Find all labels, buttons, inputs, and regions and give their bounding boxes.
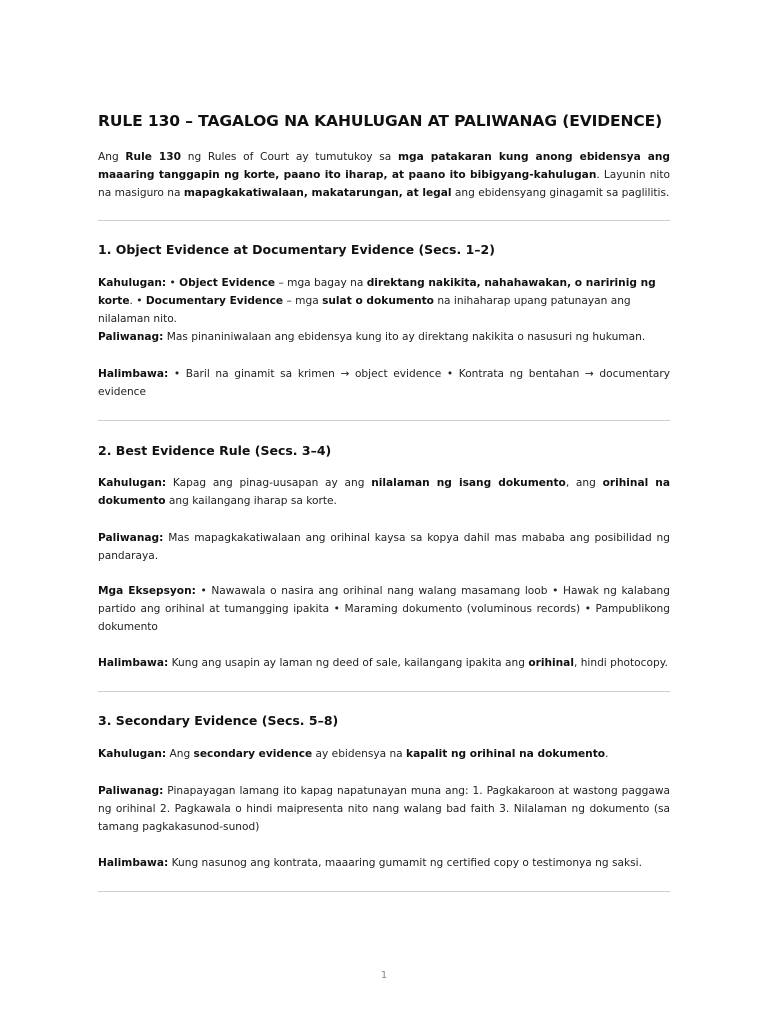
paliwanag-text: Pinapayagan lamang ito kapag napatunayan muna ang: 1. Pagkakaroon at wastong paggawa ng orihinal 2. Pagkawala o hindi maipresenta nito nang walang bad faith 3. Nilalaman ng dokumento (sa tamang pagkakasunod-sunod) xyxy=(98,785,670,833)
kahulugan-bold: Documentary Evidence xyxy=(145,295,284,307)
section-3-kahulugan xyxy=(98,745,670,763)
intro-text: ng Rules of Court ay tumutukoy sa xyxy=(181,151,398,163)
kahulugan-bold: Object Evidence xyxy=(179,277,276,289)
paliwanag-label: Paliwanag: xyxy=(98,331,164,343)
section-1-heading: 1. Object Evidence at Documentary Evidence (Secs. 1–2) xyxy=(98,242,495,257)
intro-text: . Layunin nito na masiguro na xyxy=(98,169,670,199)
halimbawa-label: Halimbawa: xyxy=(98,368,169,380)
kahulugan-bold: direktang nakikita, nahahawakan, o naririnig ng korte xyxy=(98,277,656,307)
section-divider xyxy=(98,691,670,692)
kahulugan-text: Ang xyxy=(166,748,194,760)
kahulugan-bold: orihinal na dokumento xyxy=(98,477,670,507)
section-divider xyxy=(98,220,670,221)
intro-bold: mapagkakatiwalaan, makatarungan, at legal xyxy=(183,187,452,199)
section-2-halimbawa xyxy=(98,654,670,672)
section-3-halimbawa xyxy=(98,854,670,872)
kahulugan-bold: kapalit ng orihinal na dokumento xyxy=(406,748,606,760)
kahulugan-label: Kahulugan: xyxy=(98,477,167,489)
section-1-halimbawa xyxy=(98,365,670,401)
halimbawa-text: • Baril na ginamit sa krimen → object evidence • Kontrata ng bentahan → documentary evidence xyxy=(98,368,670,398)
page-number: 1 xyxy=(380,970,388,981)
intro-bold: Rule 130 xyxy=(125,151,182,163)
kahulugan-label: Kahulugan: xyxy=(98,277,167,289)
kahulugan-text: • xyxy=(166,277,180,289)
eksepsyon-text: • Nawawala o nasira ang orihinal nang walang masamang loob • Hawak ng kalabang partido ang orihinal at tumangging ipakita • Maraming dokumento (voluminous records) • Pampublikong dokumento xyxy=(98,585,670,633)
section-3-heading: 3. Secondary Evidence (Secs. 5–8) xyxy=(98,713,339,728)
kahulugan-text: , ang xyxy=(565,477,603,489)
paliwanag-text: Mas mapagkakatiwalaan ang orihinal kaysa sa kopya dahil mas mababa ang posibilidad ng pandaraya. xyxy=(98,532,670,562)
section-2-eksepsyon xyxy=(98,582,670,636)
kahulugan-text: . • xyxy=(129,295,146,307)
kahulugan-text: Kapag ang pinag-uusapan ay ang xyxy=(166,477,372,489)
halimbawa-text: Kung nasunog ang kontrata, maaaring gumamit ng certified copy o testimonya ng saksi. xyxy=(168,857,642,869)
kahulugan-text: na inihaharap upang patunayan ang nilalaman nito. xyxy=(98,295,631,325)
section-divider xyxy=(98,420,670,421)
intro-bold: mga patakaran kung anong ebidensya ang maaaring tanggapin ng korte, paano ito iharap, at paano ito bibigyang-kahulugan xyxy=(98,151,671,181)
document-title: RULE 130 – TAGALOG NA KAHULUGAN AT PALIWANAG (EVIDENCE) xyxy=(98,112,663,130)
kahulugan-text: – mga bagay na xyxy=(275,277,367,289)
section-2-heading: 2. Best Evidence Rule (Secs. 3–4) xyxy=(98,443,332,458)
intro-text: Ang xyxy=(98,151,126,163)
section-3-paliwanag xyxy=(98,782,670,836)
halimbawa-label: Halimbawa: xyxy=(98,657,169,669)
halimbawa-text: Kung ang usapin ay laman ng deed of sale, kailangang ipakita ang xyxy=(168,657,529,669)
kahulugan-bold: sulat o dokumento xyxy=(322,295,434,307)
kahulugan-label: Kahulugan: xyxy=(98,748,167,760)
paliwanag-label: Paliwanag: xyxy=(98,785,164,797)
section-1-paliwanag xyxy=(98,328,670,346)
kahulugan-text: . xyxy=(605,748,609,760)
halimbawa-bold: orihinal xyxy=(528,657,574,669)
kahulugan-text: ay ebidensya na xyxy=(312,748,407,760)
section-2-paliwanag xyxy=(98,529,670,565)
section-divider xyxy=(98,891,670,892)
kahulugan-text: ang kailangang iharap sa korte. xyxy=(165,495,337,507)
eksepsyon-label: Mga Eksepsyon: xyxy=(98,585,196,597)
kahulugan-bold: secondary evidence xyxy=(193,748,313,760)
section-2-kahulugan xyxy=(98,474,670,510)
paliwanag-text: Mas pinaniniwalaan ang ebidensya kung ito ay direktang nakikita o nasusuri ng hukuman. xyxy=(163,331,646,343)
halimbawa-label: Halimbawa: xyxy=(98,857,169,869)
kahulugan-bold: nilalaman ng isang dokumento xyxy=(371,477,566,489)
section-1-kahulugan xyxy=(98,274,670,328)
kahulugan-text: – mga xyxy=(283,295,323,307)
halimbawa-text: , hindi photocopy. xyxy=(573,657,668,669)
intro-text: ang ebidensyang ginagamit sa paglilitis. xyxy=(451,187,670,199)
intro-paragraph xyxy=(98,148,670,202)
paliwanag-label: Paliwanag: xyxy=(98,532,164,544)
